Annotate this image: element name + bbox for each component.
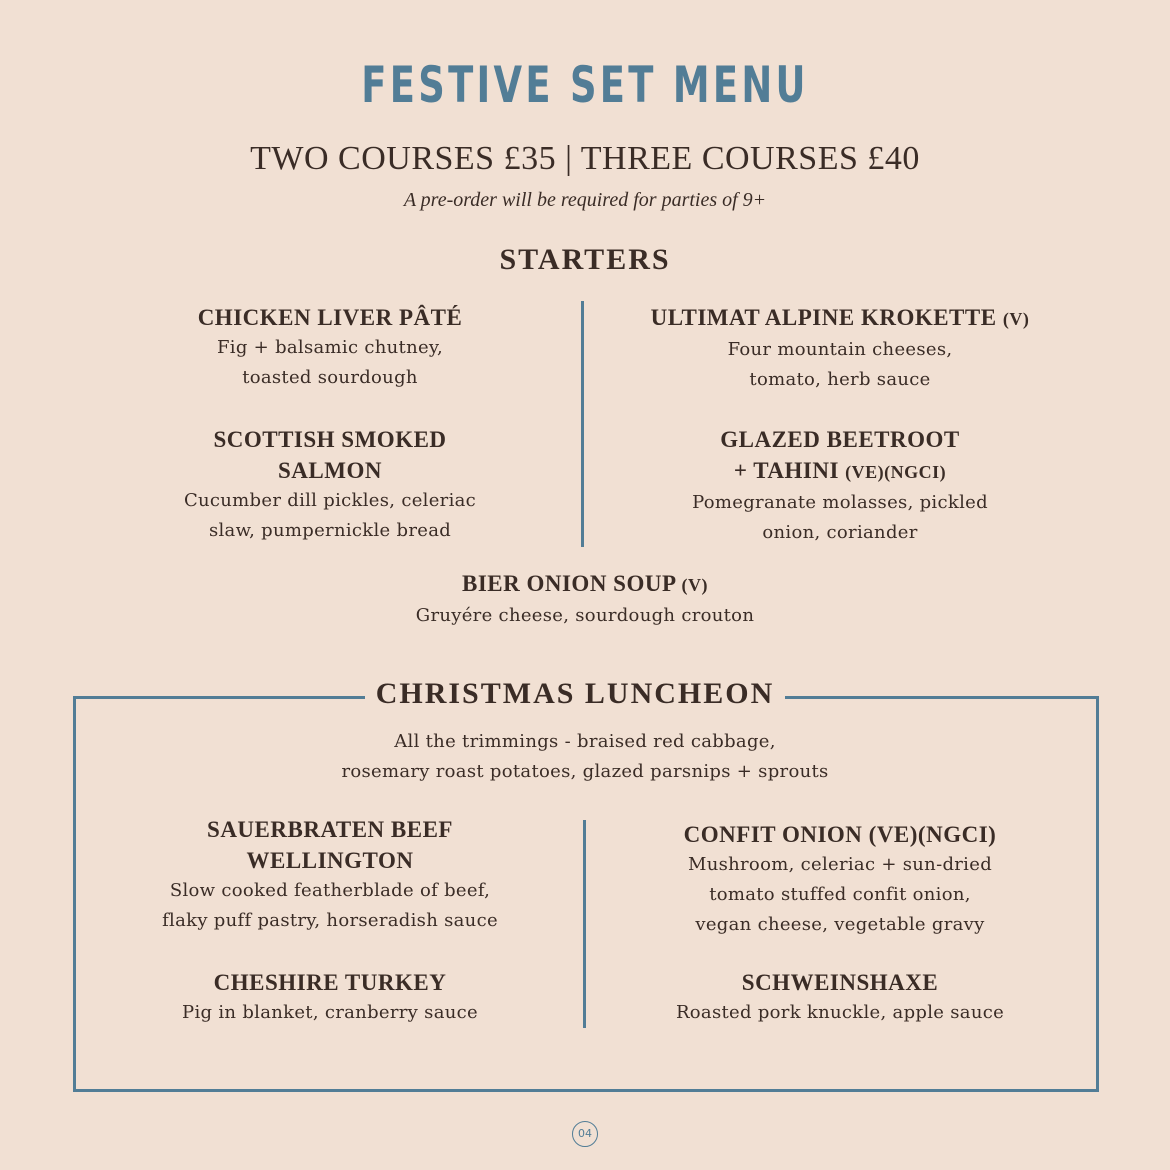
starter-item-bier-onion-soup xyxy=(285,568,885,631)
dietary-tag: (V) xyxy=(681,575,708,595)
dish-description-line: Fig + balsamic chutney, xyxy=(216,337,444,358)
dish-title: CHESHIRE TURKEY xyxy=(213,970,447,995)
page-number: 04 xyxy=(572,1121,598,1147)
dish-description-line: Pomegranate molasses, pickled xyxy=(692,492,988,513)
dish-title-line: SAUERBRATEN BEEF xyxy=(207,817,453,842)
main-item-schweinshaxe xyxy=(610,967,1070,1028)
dish-description-line: Gruyére cheese, sourdough crouton xyxy=(415,605,755,626)
dietary-tag: (VE)(NGCI) xyxy=(845,462,947,482)
dish-description-line: Roasted pork knuckle, apple sauce xyxy=(675,1002,1005,1023)
starter-item-smoked-salmon xyxy=(100,424,560,546)
main-item-cheshire-turkey xyxy=(100,967,560,1028)
dish-title xyxy=(285,568,885,601)
dish-description-line: slaw, pumpernickle bread xyxy=(208,520,452,541)
dish-title-text: ULTIMAT ALPINE KROKETTE xyxy=(650,305,997,330)
dish-title: SCHWEINSHAXE xyxy=(741,970,939,995)
starters-heading: STARTERS xyxy=(499,243,671,276)
dish-description-line: Slow cooked featherblade of beef, xyxy=(169,880,491,901)
dish-title xyxy=(610,302,1070,335)
dish-description-line: onion, coriander xyxy=(762,522,918,543)
dish-description-line: toasted sourdough xyxy=(242,367,418,388)
starter-item-glazed-beetroot xyxy=(610,424,1070,548)
dish-description-line: vegan cheese, vegetable gravy xyxy=(695,914,985,935)
preorder-note: A pre-order will be required for parties of 9+ xyxy=(403,189,767,211)
christmas-divider xyxy=(583,820,586,1028)
menu-title: FESTIVE SET MENU xyxy=(361,56,809,114)
dish-title-line xyxy=(610,455,1070,488)
dish-title-text: + TAHINI xyxy=(733,458,839,483)
dish-description-line: flaky puff pastry, horseradish sauce xyxy=(162,910,498,931)
starters-divider xyxy=(581,301,584,547)
dish-title: CHICKEN LIVER PÂTÉ xyxy=(197,305,463,330)
dish-title-line: GLAZED BEETROOT xyxy=(720,427,960,452)
dish-title-line: WELLINGTON xyxy=(246,848,414,873)
intro-line: rosemary roast potatoes, glazed parsnips + sprouts xyxy=(341,761,829,782)
dish-description-line: Mushroom, celeriac + sun-dried xyxy=(687,854,993,875)
course-prices: TWO COURSES £35 | THREE COURSES £40 xyxy=(250,140,920,177)
christmas-intro xyxy=(200,727,970,787)
starter-item-chicken-liver-pate xyxy=(100,302,560,393)
dish-description-line: Pig in blanket, cranberry sauce xyxy=(182,1002,478,1023)
starter-item-alpine-krokette xyxy=(610,302,1070,395)
dish-title-text: BIER ONION SOUP xyxy=(461,571,676,596)
dish-title: CONFIT ONION (VE)(NGCI) xyxy=(683,822,997,847)
dish-description-line: tomato, herb sauce xyxy=(749,369,931,390)
christmas-luncheon-heading: CHRISTMAS LUNCHEON xyxy=(365,677,785,711)
dish-description-line: Cucumber dill pickles, celeriac xyxy=(183,490,477,511)
intro-line: All the trimmings - braised red cabbage, xyxy=(394,731,776,752)
dish-description-line: Four mountain cheeses, xyxy=(727,339,953,360)
dietary-tag: (V) xyxy=(1002,309,1030,329)
dish-description-line: tomato stuffed confit onion, xyxy=(709,884,971,905)
dish-title-line: SALMON xyxy=(278,458,382,483)
main-item-beef-wellington xyxy=(100,814,560,936)
dish-title-line: SCOTTISH SMOKED xyxy=(213,427,447,452)
main-item-confit-onion xyxy=(610,819,1070,940)
